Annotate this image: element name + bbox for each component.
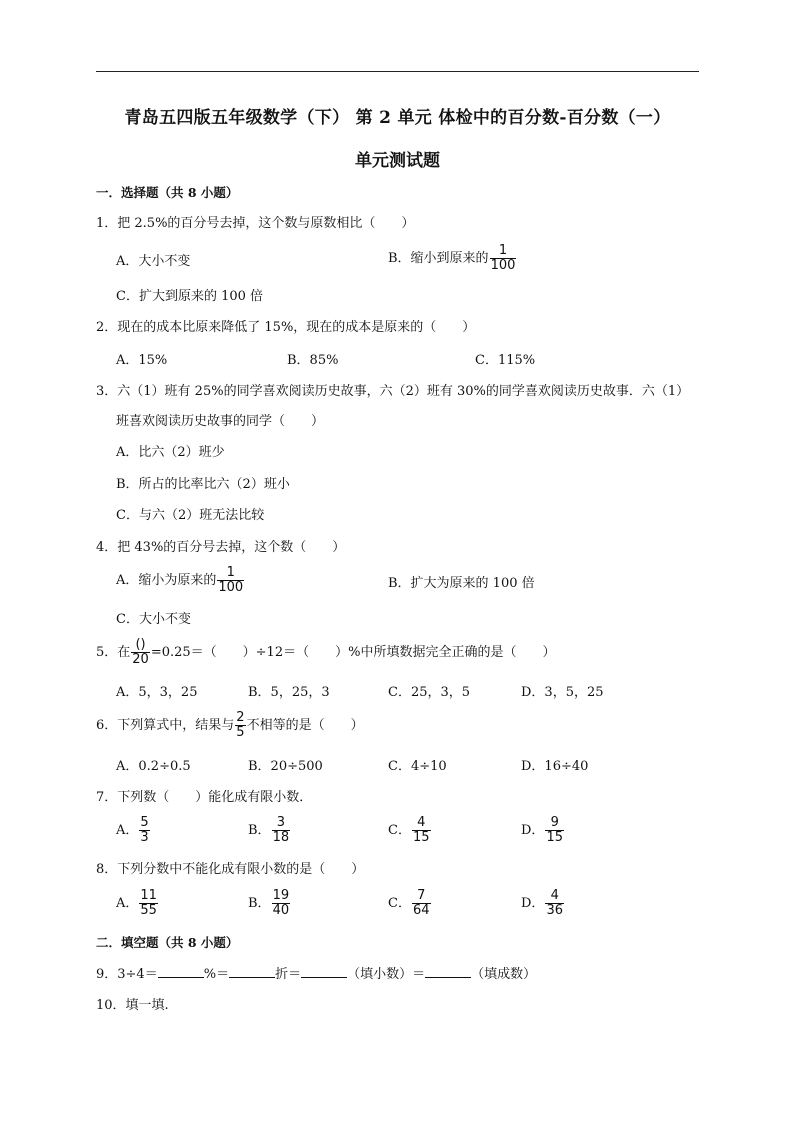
fraction-numerator: 3 xyxy=(276,815,285,830)
option-a-text: A．缩小为原来的 xyxy=(116,573,217,588)
question-5-option-b: B．5，25，3 xyxy=(248,685,330,700)
fraction xyxy=(131,638,150,667)
option-letter: D． xyxy=(521,823,545,838)
fraction-denominator: 40 xyxy=(272,903,290,918)
fraction xyxy=(235,711,245,740)
stem-prefix: 6．下列算式中，结果与 xyxy=(96,718,235,733)
header-rule xyxy=(96,71,699,72)
question-9-stem xyxy=(96,965,536,984)
fraction xyxy=(139,889,158,918)
fraction xyxy=(412,889,431,918)
question-7-option-a xyxy=(116,816,151,845)
stem-part: （填小数）＝ xyxy=(347,967,426,982)
question-7-option-b xyxy=(248,816,291,845)
fraction-numerator: 11 xyxy=(140,888,157,903)
question-7-option-c xyxy=(388,816,432,845)
option-b-text: B．缩小到原来的 xyxy=(388,251,489,266)
question-4-option-a xyxy=(116,566,245,595)
question-6-option-d: D．16÷40 xyxy=(521,759,589,774)
fraction-denominator: 64 xyxy=(412,903,430,918)
question-2-option-a: A．15% xyxy=(116,353,168,368)
fraction xyxy=(490,244,517,273)
stem-prefix: 5．在 xyxy=(96,645,131,660)
section-choice-heading: 一．选择题（共 8 小题） xyxy=(96,185,239,200)
question-4-stem: 4．把 43%的百分号去掉，这个数（ ） xyxy=(96,540,346,555)
question-3-stem-line2: 班喜欢阅读历史故事的同学（ ） xyxy=(116,414,325,429)
fraction-numerator: 19 xyxy=(272,888,290,903)
question-2-option-c: C．115% xyxy=(475,353,536,368)
question-1-option-a: A．大小不变 xyxy=(116,254,191,269)
fraction xyxy=(545,889,564,918)
stem-part: %＝ xyxy=(203,967,230,982)
question-1-option-c: C．扩大到原来的 100 倍 xyxy=(116,289,264,304)
option-letter: A． xyxy=(116,896,139,911)
question-8-option-a xyxy=(116,889,159,918)
page-title: 青岛五四版五年级数学（下） 第 2 单元 体检中的百分数-百分数（一） xyxy=(124,108,671,128)
fraction-numerator: 4 xyxy=(550,888,559,903)
option-letter: C． xyxy=(388,823,411,838)
question-4-option-c: C．大小不变 xyxy=(116,612,191,627)
question-6-stem xyxy=(96,711,364,740)
fraction-denominator: 15 xyxy=(412,830,430,845)
question-3-stem-line1: 3．六（1）班有 25%的同学喜欢阅读历史故事，六（2）班有 30%的同学喜欢阅读历史故事．六（1） xyxy=(96,384,690,399)
option-letter: A． xyxy=(116,823,139,838)
fraction xyxy=(272,889,291,918)
fraction-numerator: 5 xyxy=(140,815,149,830)
question-6-option-a: A．0.2÷0.5 xyxy=(116,759,191,774)
question-2-stem: 2．现在的成本比原来降低了 15%，现在的成本是原来的（ ） xyxy=(96,320,476,335)
fraction-numerator: 1 xyxy=(226,565,235,580)
question-10-stem: 10．填一填. xyxy=(96,998,169,1013)
question-1-option-b xyxy=(388,244,517,273)
fraction xyxy=(272,816,291,845)
answer-blank[interactable] xyxy=(301,965,347,978)
question-1-stem: 1．把 2.5%的百分号去掉，这个数与原数相比（ ） xyxy=(96,216,415,231)
stem-suffix: 不相等的是（ ） xyxy=(246,718,364,733)
stem-part: 折＝ xyxy=(275,967,302,982)
fraction-denominator: 15 xyxy=(546,830,563,845)
stem-suffix: =0.25＝（ ）÷12＝（ ）%中所填数据完全正确的是（ ） xyxy=(150,645,556,660)
option-letter: D． xyxy=(521,896,545,911)
fraction-denominator: 20 xyxy=(132,652,149,667)
question-3-option-a: A．比六（2）班少 xyxy=(116,445,225,460)
question-5-option-a: A．5，3，25 xyxy=(116,685,198,700)
question-5-option-c: C．25，3，5 xyxy=(388,685,471,700)
fraction-numerator: 2 xyxy=(236,710,245,725)
fraction-numerator: 1 xyxy=(498,243,508,258)
question-3-option-b: B．所占的比率比六（2）班小 xyxy=(116,477,290,492)
fraction xyxy=(217,566,244,595)
answer-blank[interactable] xyxy=(425,965,471,978)
fraction-denominator: 100 xyxy=(218,580,244,595)
fraction-denominator: 36 xyxy=(546,903,563,918)
question-7-option-d xyxy=(521,816,565,845)
fraction xyxy=(412,816,431,845)
section-fill-heading: 二．填空题（共 8 小题） xyxy=(96,935,239,950)
page-subtitle: 单元测试题 xyxy=(355,151,440,171)
fraction-denominator: 55 xyxy=(140,903,157,918)
question-8-option-d xyxy=(521,889,565,918)
fraction-denominator: 5 xyxy=(236,725,245,740)
fraction-denominator: 18 xyxy=(272,830,290,845)
option-letter: B． xyxy=(248,823,271,838)
fraction-numerator: 7 xyxy=(417,888,426,903)
question-5-option-d: D．3，5，25 xyxy=(521,685,604,700)
fraction-numerator: 4 xyxy=(417,815,426,830)
question-7-stem: 7．下列数（ ）能化成有限小数． xyxy=(96,790,313,805)
fraction xyxy=(139,816,149,845)
question-5-stem xyxy=(96,638,555,667)
fraction-numerator: () xyxy=(135,637,146,652)
option-letter: C． xyxy=(388,896,411,911)
question-4-option-b: B．扩大为原来的 100 倍 xyxy=(388,576,535,591)
fraction-denominator: 3 xyxy=(140,830,149,845)
answer-blank[interactable] xyxy=(158,965,204,978)
question-8-option-b xyxy=(248,889,291,918)
answer-blank[interactable] xyxy=(229,965,275,978)
question-6-option-c: C．4÷10 xyxy=(388,759,447,774)
question-8-stem: 8．下列分数中不能化成有限小数的是（ ） xyxy=(96,862,365,877)
question-3-option-c: C．与六（2）班无法比较 xyxy=(116,508,265,523)
stem-part: 9．3÷4＝ xyxy=(96,967,158,982)
fraction xyxy=(545,816,564,845)
question-6-option-b: B．20÷500 xyxy=(248,759,323,774)
fraction-numerator: 9 xyxy=(550,815,559,830)
option-letter: B． xyxy=(248,896,271,911)
question-2-option-b: B．85% xyxy=(287,353,339,368)
question-8-option-c xyxy=(388,889,432,918)
fraction-denominator: 100 xyxy=(490,258,516,273)
stem-part: （填成数） xyxy=(471,967,537,982)
